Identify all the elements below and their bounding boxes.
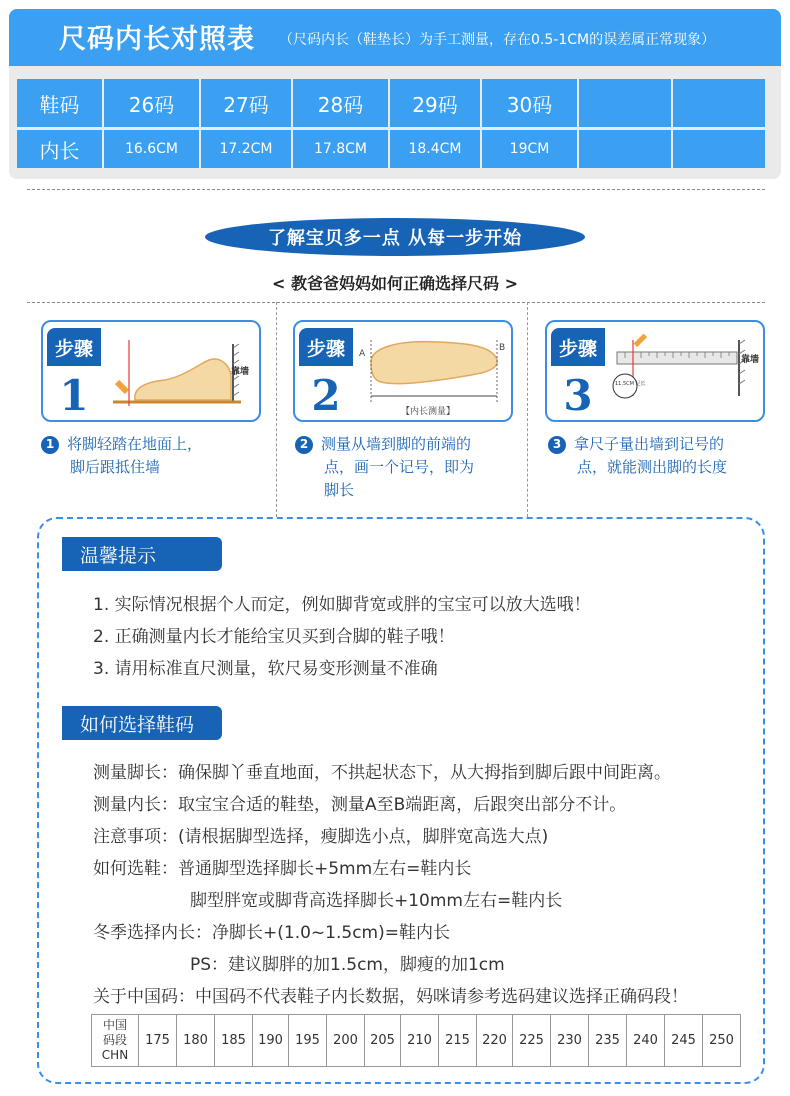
china-size-header <box>92 1015 139 1067</box>
how-to-title: 如何选择鞋码 <box>62 706 222 740</box>
ruler-measure-illustration <box>609 326 761 418</box>
step-2-card <box>293 320 513 422</box>
step-number: 3 <box>563 370 593 420</box>
length-cell: 16.6CM <box>104 130 199 168</box>
size-chart-subtitle: （尺码内长（鞋垫长）为手工测量，存在0.5-1CM的误差属正常现象） <box>279 32 716 48</box>
step-label <box>547 322 609 422</box>
tip-item: 2. 正确测量内长才能给宝贝买到合脚的鞋子哦！ <box>93 627 455 647</box>
row-label-length: 内长 <box>17 130 102 168</box>
tip-item: 3. 请用标准直尺测量，软尺易变形测量不准确 <box>93 659 438 679</box>
how-to-line: 测量内长：取宝宝合适的鞋垫，测量A至B端距离，后跟突出部分不计。 <box>93 795 627 815</box>
step-label <box>43 322 105 422</box>
length-cell: 17.2CM <box>201 130 291 168</box>
how-to-line: 冬季选择内长：净脚长+(1.0~1.5cm)=鞋内长 <box>93 923 450 943</box>
size-cell <box>673 79 765 127</box>
size-cell <box>579 79 671 127</box>
china-size-cell: 180 <box>177 1015 215 1067</box>
step-1-card <box>41 320 261 422</box>
china-size-cell: 245 <box>665 1015 703 1067</box>
column-divider <box>527 302 528 517</box>
insole-measure-illustration <box>357 326 509 418</box>
size-cell: 27码 <box>201 79 291 127</box>
size-chart-title: 尺码内长对照表 <box>59 24 255 55</box>
size-cell: 29码 <box>390 79 480 127</box>
point-a-label: A <box>359 349 366 359</box>
size-chart-header <box>9 9 781 66</box>
china-size-cell: 205 <box>365 1015 401 1067</box>
china-size-cell: 200 <box>327 1015 365 1067</box>
step-number: 2 <box>311 370 341 420</box>
length-cell: 17.8CM <box>293 130 388 168</box>
how-to-line: 如何选鞋：普通脚型选择脚长+5mm左右=鞋内长 <box>93 859 472 879</box>
china-size-cell: 190 <box>253 1015 289 1067</box>
wall-label: 靠墙 <box>231 367 250 377</box>
column-divider <box>276 302 277 517</box>
size-cell: 30码 <box>482 79 577 127</box>
step-bullet: 2 <box>295 436 313 454</box>
how-to-line: 关于中国码：中国码不代表鞋子内长数据，妈咪请参考选码建议选择正确码段！ <box>93 987 688 1007</box>
header-line: CHN <box>101 1048 129 1062</box>
china-size-cell: 220 <box>477 1015 513 1067</box>
length-cell: 18.4CM <box>390 130 480 168</box>
point-b-label: B <box>499 343 506 353</box>
tips-title: 温馨提示 <box>62 537 222 571</box>
step-desc-line: 拿尺子量出墙到记号的 <box>574 435 725 453</box>
step-number: 1 <box>59 370 89 420</box>
step-desc-line: 点，画一个记号，即为 <box>324 458 475 476</box>
china-size-cell: 195 <box>289 1015 327 1067</box>
how-to-line: 测量脚长：确保脚丫垂直地面，不拱起状态下，从大拇指到脚后跟中间距离。 <box>93 763 671 783</box>
header-line: 码段 <box>102 1033 127 1047</box>
divider <box>27 189 765 190</box>
banner: 了解宝贝多一点 从每一步开始 <box>205 218 585 256</box>
ruler-reading: 11.5CM 足长 <box>615 381 646 387</box>
step-2-description <box>295 433 474 502</box>
header-line: 中国 <box>102 1018 127 1032</box>
step-word: 步骤 <box>299 328 353 366</box>
china-size-table <box>91 1014 741 1067</box>
china-size-cell: 215 <box>439 1015 477 1067</box>
step-bullet: 1 <box>41 436 59 454</box>
length-cell <box>579 130 671 168</box>
china-size-cell: 175 <box>139 1015 177 1067</box>
tip-item: 1. 实际情况根据个人而定，例如脚背宽或胖的宝宝可以放大选哦！ <box>93 595 591 615</box>
how-to-line: 注意事项：(请根据脚型选择，瘦脚选小点，脚胖宽高选大点) <box>93 827 549 847</box>
row-label-size: 鞋码 <box>17 79 102 127</box>
step-desc-line: 点，就能测出脚的长度 <box>577 458 728 476</box>
step-desc-line: 脚长 <box>324 481 355 499</box>
step-desc-line: 测量从墙到脚的前端的 <box>321 435 472 453</box>
china-size-cell: 250 <box>703 1015 741 1067</box>
length-cell <box>673 130 765 168</box>
china-size-cell: 225 <box>513 1015 551 1067</box>
step-desc-line: 脚后跟抵住墙 <box>70 458 161 476</box>
subheading: < 教爸爸妈妈如何正确选择尺码 > <box>272 274 518 293</box>
step-word: 步骤 <box>551 328 605 366</box>
length-cell: 19CM <box>482 130 577 168</box>
china-size-cell: 230 <box>551 1015 589 1067</box>
step-3-card <box>545 320 765 422</box>
step-3-description <box>548 433 727 479</box>
size-cell: 26码 <box>104 79 199 127</box>
china-size-cell: 210 <box>401 1015 439 1067</box>
china-size-cell: 185 <box>215 1015 253 1067</box>
how-to-line: PS：建议脚胖的加1.5cm，脚瘦的加1cm <box>190 955 505 975</box>
step-label <box>295 322 357 422</box>
how-to-line: 脚型胖宽或脚背高选择脚长+10mm左右=鞋内长 <box>190 891 563 911</box>
step-desc-line: 将脚轻踏在地面上， <box>67 435 203 453</box>
step-bullet: 3 <box>548 436 566 454</box>
step-word: 步骤 <box>47 328 101 366</box>
size-cell: 28码 <box>293 79 388 127</box>
china-size-cell: 240 <box>627 1015 665 1067</box>
foot-against-wall-illustration <box>105 326 257 418</box>
divider <box>27 302 765 303</box>
wall-label: 靠墙 <box>741 355 760 365</box>
size-chart-grid <box>17 79 765 168</box>
size-chart-card <box>9 9 781 179</box>
step-1-description <box>41 433 202 479</box>
insole-measure-label: 【内长测量】 <box>401 407 456 417</box>
china-size-cell: 235 <box>589 1015 627 1067</box>
